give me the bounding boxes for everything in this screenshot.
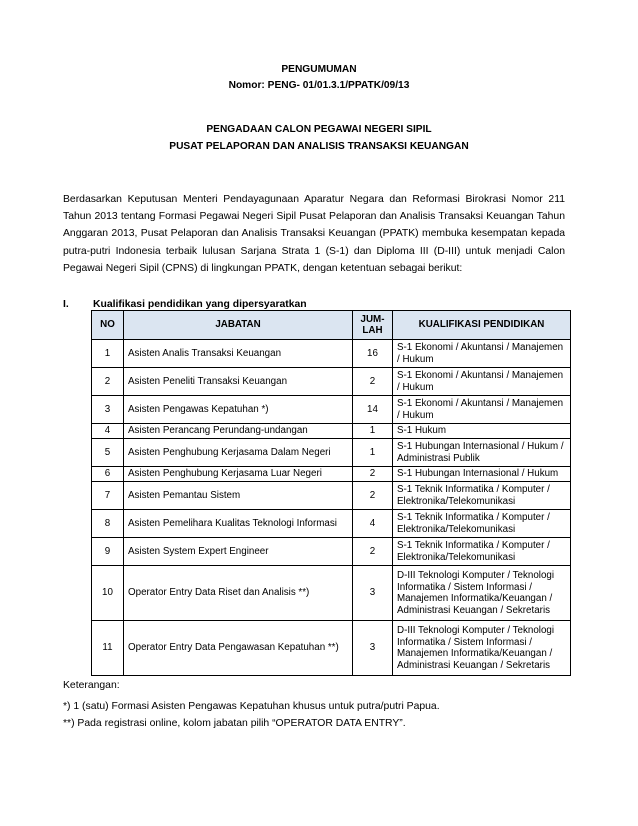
cell-kualifikasi: S-1 Ekonomi / Akuntansi / Manajemen / Hukum: [393, 396, 571, 424]
cell-no: 9: [92, 538, 124, 566]
table-row: [92, 621, 571, 676]
cell-jabatan: Asisten Penghubung Kerjasama Luar Negeri: [124, 467, 353, 482]
cell-jabatan: Asisten System Expert Engineer: [124, 538, 353, 566]
cell-jabatan: Asisten Pemantau Sistem: [124, 482, 353, 510]
cell-jabatan: Asisten Perancang Perundang-undangan: [124, 424, 353, 439]
table-row: [92, 538, 571, 566]
cell-jumlah: 2: [353, 482, 393, 510]
cell-jumlah: 3: [353, 566, 393, 621]
table-row: [92, 482, 571, 510]
announcement-subtitle-2: PUSAT PELAPORAN DAN ANALISIS TRANSAKSI KEUANGAN: [169, 141, 469, 152]
cell-kualifikasi: S-1 Teknik Informatika / Komputer / Elektronika/Telekomunikasi: [393, 482, 571, 510]
cell-no: 8: [92, 510, 124, 538]
table-row: [92, 510, 571, 538]
cell-no: 7: [92, 482, 124, 510]
column-header-jumlah-line2: LAH: [362, 325, 383, 336]
cell-kualifikasi: D-III Teknologi Komputer / Teknologi Informatika / Sistem Informasi / Manajemen Informatika/Keuangan / Administrasi Keuangan / Sekretaris: [393, 621, 571, 676]
cell-jumlah: 2: [353, 467, 393, 482]
column-header-kualifikasi: KUALIFIKASI PENDIDIKAN: [393, 311, 571, 340]
column-header-jumlah: [353, 311, 393, 340]
cell-kualifikasi: S-1 Teknik Informatika / Komputer / Elektronika/Telekomunikasi: [393, 538, 571, 566]
cell-jabatan: Asisten Penghubung Kerjasama Dalam Negeri: [124, 439, 353, 467]
cell-kualifikasi: S-1 Ekonomi / Akuntansi / Manajemen / Hukum: [393, 368, 571, 396]
cell-jumlah: 16: [353, 340, 393, 368]
cell-jabatan: Operator Entry Data Pengawasan Kepatuhan **): [124, 621, 353, 676]
table-row: [92, 368, 571, 396]
cell-jabatan: Asisten Pengawas Kepatuhan *): [124, 396, 353, 424]
note-1: *) 1 (satu) Formasi Asisten Pengawas Kepatuhan khusus untuk putra/putri Papua.: [63, 701, 440, 712]
announcement-number: Nomor: PENG- 01/01.3.1/PPATK/09/13: [228, 80, 410, 91]
notes-label: Keterangan:: [63, 680, 120, 691]
cell-no: 10: [92, 566, 124, 621]
cell-no: 6: [92, 467, 124, 482]
cell-no: 3: [92, 396, 124, 424]
announcement-title: PENGUMUMAN: [281, 64, 357, 75]
cell-kualifikasi: S-1 Hubungan Internasional / Hukum: [393, 467, 571, 482]
cell-no: 4: [92, 424, 124, 439]
column-header-no: NO: [92, 311, 124, 340]
table-row: [92, 396, 571, 424]
cell-no: 5: [92, 439, 124, 467]
cell-jumlah: 2: [353, 538, 393, 566]
cell-kualifikasi: S-1 Hubungan Internasional / Hukum / Administrasi Publik: [393, 439, 571, 467]
qualification-table: [91, 310, 571, 676]
cell-kualifikasi: S-1 Hukum: [393, 424, 571, 439]
cell-jumlah: 14: [353, 396, 393, 424]
cell-kualifikasi: D-III Teknologi Komputer / Teknologi Informatika / Sistem Informasi / Manajemen Informatika/Keuangan / Administrasi Keuangan / Sekretaris: [393, 566, 571, 621]
column-header-jumlah-line1: JUM-: [360, 313, 385, 325]
cell-jabatan: Asisten Peneliti Transaksi Keuangan: [124, 368, 353, 396]
cell-kualifikasi: S-1 Ekonomi / Akuntansi / Manajemen / Hukum: [393, 340, 571, 368]
cell-jumlah: 4: [353, 510, 393, 538]
section-number: I.: [63, 299, 69, 310]
cell-jabatan: Asisten Pemelihara Kualitas Teknologi Informasi: [124, 510, 353, 538]
cell-no: 2: [92, 368, 124, 396]
column-header-jabatan: JABATAN: [124, 311, 353, 340]
table-row: [92, 566, 571, 621]
cell-jabatan: Operator Entry Data Riset dan Analisis **): [124, 566, 353, 621]
table-row: [92, 340, 571, 368]
table-header-row: [92, 311, 571, 340]
intro-paragraph: Berdasarkan Keputusan Menteri Pendayagunaan Aparatur Negara dan Reformasi Birokrasi Nomor 211 Tahun 2013 tentang Formasi Pegawai Negeri Sipil Pusat Pelaporan dan Analisis Transaksi Keuangan Tahun Anggaran 2013, Pusat Pelaporan dan Analisis Transaksi Keuangan (PPATK) membuka kesempatan kepada putra-putri Indonesia terbaik lulusan Sarjana Strata 1 (S-1) dan Diploma III (D-III) untuk menjadi Calon Pegawai Negeri Sipil (CPNS) di lingkungan PPATK, dengan ketentuan sebagai berikut:: [63, 194, 565, 274]
section-title: Kualifikasi pendidikan yang dipersyaratkan: [93, 299, 307, 310]
note-2: **) Pada registrasi online, kolom jabatan pilih “OPERATOR DATA ENTRY”.: [63, 718, 406, 729]
cell-jabatan: Asisten Analis Transaksi Keuangan: [124, 340, 353, 368]
cell-jumlah: 2: [353, 368, 393, 396]
cell-no: 11: [92, 621, 124, 676]
table-row: [92, 424, 571, 439]
cell-kualifikasi: S-1 Teknik Informatika / Komputer / Elektronika/Telekomunikasi: [393, 510, 571, 538]
cell-jumlah: 1: [353, 439, 393, 467]
cell-no: 1: [92, 340, 124, 368]
cell-jumlah: 1: [353, 424, 393, 439]
table-row: [92, 439, 571, 467]
cell-jumlah: 3: [353, 621, 393, 676]
announcement-subtitle-1: PENGADAAN CALON PEGAWAI NEGERI SIPIL: [206, 124, 432, 135]
table-row: [92, 467, 571, 482]
